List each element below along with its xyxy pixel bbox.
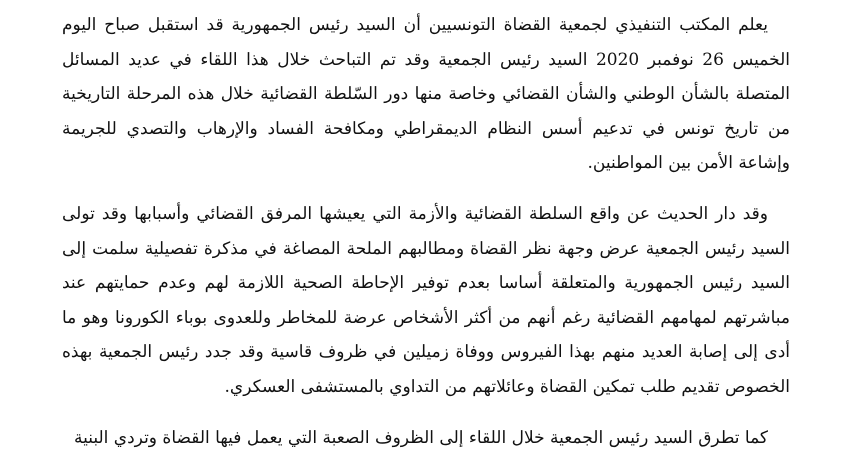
document-body [62,8,790,455]
paragraph-1: يعلم المكتب التنفيذي لجمعية القضاة التونسيين أن السيد رئيس الجمهورية قد استقبل صباح اليوم الخميس 26 نوفمبر 2020 السيد رئيس الجمعية وقد تم التباحث خلال هذا اللقاء في عديد المسائل المتصلة بالشأن الوطني والشأن القضائي وخاصة منها دور السّلطة القضائية خلال هذه المرحلة التاريخية من تاريخ تونس في تدعيم أسس النظام الديمقراطي ومكافحة الفساد والإرهاب والتصدي للجريمة وإشاعة الأمن بين المواطنين. [62,15,790,174]
paragraph-3: كما تطرق السيد رئيس الجمعية خلال اللقاء إلى الظروف الصعبة التي يعمل فيها القضاة وتردي البنية [74,427,768,448]
paragraph-2: وقد دار الحديث عن واقع السلطة القضائية والأزمة التي يعيشها المرفق القضائي وأسبابها وقد تولى السيد رئيس الجمعية عرض وجهة نظر القضاة ومطالبهم الملحة المصاغة في مذكرة تفصيلية سلمت إلى السيد رئيس الجمهورية والمتعلقة أساسا بعدم توفير الإحاطة الصحية اللازمة لهم وعدم حمايتهم عند مباشرتهم لمهامهم القضائية رغم أنهم من أكثر الأشخاص عرضة للمخاطر وللعدوى بوباء الكورونا وهو ما أدى إلى إصابة العديد منهم بهذا الفيروس ووفاة زميلين في ظروف قاسية وقد جدد رئيس الجمعية بهذه الخصوص تقديم طلب تمكين القضاة وعائلاتهم من التداوي بالمستشفى العسكري. [62,203,790,397]
